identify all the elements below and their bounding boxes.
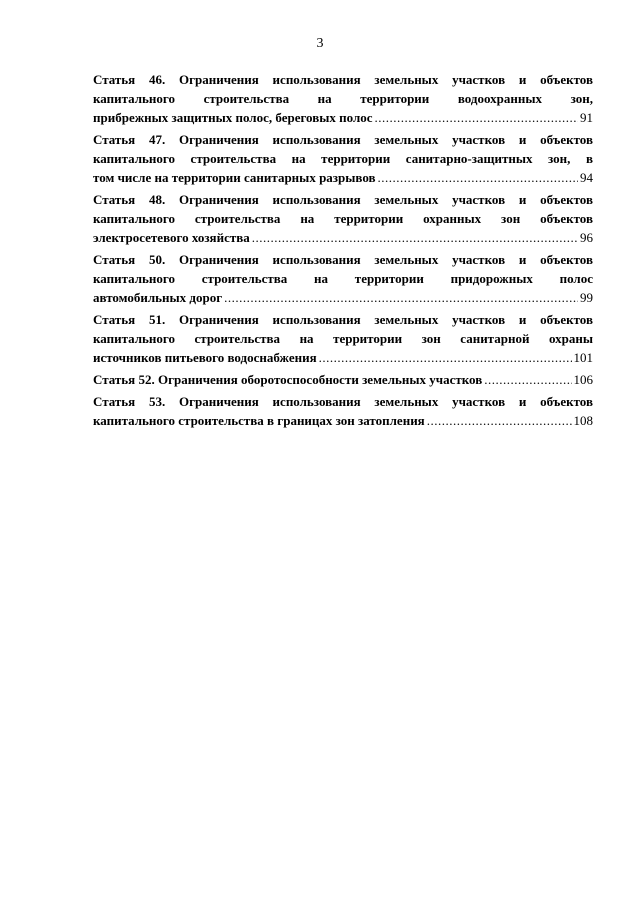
toc-entry-line: капитального строительства на территории водоохранных зон, xyxy=(93,91,593,106)
toc-entry-line: Статья 53. Ограничения использования земельных участков и объектов xyxy=(93,394,593,409)
toc-entry-text: автомобильных дорог xyxy=(93,290,223,305)
toc-entry-line: капитального строительства на территории зон санитарной охраны xyxy=(93,331,593,346)
toc-entry-50[interactable] xyxy=(93,250,593,307)
toc-entry-last-line xyxy=(93,228,593,247)
toc-leader-dots xyxy=(224,288,578,307)
toc-entry-last-line xyxy=(93,348,593,367)
toc-entry-last-line xyxy=(93,370,593,389)
toc-entry-text: источников питьевого водоснабжения xyxy=(93,350,317,365)
toc-page-number: 91 xyxy=(580,110,593,125)
toc-page-number: 106 xyxy=(573,372,593,387)
toc-page-number: 99 xyxy=(580,290,593,305)
toc-entry-last-line xyxy=(93,168,593,187)
toc-leader-dots xyxy=(319,348,572,367)
toc-entry-last-line xyxy=(93,288,593,307)
toc-entry-48[interactable] xyxy=(93,190,593,247)
toc-entry-46[interactable] xyxy=(93,70,593,127)
toc-leader-dots xyxy=(427,411,572,430)
toc-entry-53[interactable] xyxy=(93,392,593,430)
toc-entry-text: капитального строительства в границах зон затопления xyxy=(93,413,425,428)
toc-leader-dots xyxy=(378,168,578,187)
table-of-contents xyxy=(93,70,593,433)
toc-leader-dots xyxy=(375,108,578,127)
toc-entry-51[interactable] xyxy=(93,310,593,367)
toc-page-number: 108 xyxy=(573,413,593,428)
toc-entry-text: том числе на территории санитарных разрывов xyxy=(93,170,376,185)
toc-page-number: 96 xyxy=(580,230,593,245)
toc-entry-52[interactable] xyxy=(93,370,593,389)
toc-entry-last-line xyxy=(93,108,593,127)
toc-entry-line: Статья 51. Ограничения использования земельных участков и объектов xyxy=(93,312,593,327)
toc-entry-47[interactable] xyxy=(93,130,593,187)
toc-page-number: 94 xyxy=(580,170,593,185)
toc-entry-line: капитального строительства на территории санитарно-защитных зон, в xyxy=(93,151,593,166)
toc-leader-dots xyxy=(484,370,571,389)
toc-entry-text: Статья 52. Ограничения оборотоспособности земельных участков xyxy=(93,372,483,387)
toc-entry-line: Статья 48. Ограничения использования земельных участков и объектов xyxy=(93,192,593,207)
toc-entry-text: электросетевого хозяйства xyxy=(93,230,250,245)
toc-entry-last-line xyxy=(93,411,593,430)
toc-entry-line: Статья 47. Ограничения использования земельных участков и объектов xyxy=(93,132,593,147)
toc-page-number: 101 xyxy=(573,350,593,365)
toc-entry-line: Статья 46. Ограничения использования земельных участков и объектов xyxy=(93,72,593,87)
page-number: 3 xyxy=(316,36,324,51)
toc-entry-line: капитального строительства на территории придорожных полос xyxy=(93,271,593,286)
toc-entry-line: Статья 50. Ограничения использования земельных участков и объектов xyxy=(93,252,593,267)
toc-leader-dots xyxy=(252,228,578,247)
toc-entry-text: прибрежных защитных полос, береговых полос xyxy=(93,110,373,125)
toc-entry-line: капитального строительства на территории охранных зон объектов xyxy=(93,211,593,226)
